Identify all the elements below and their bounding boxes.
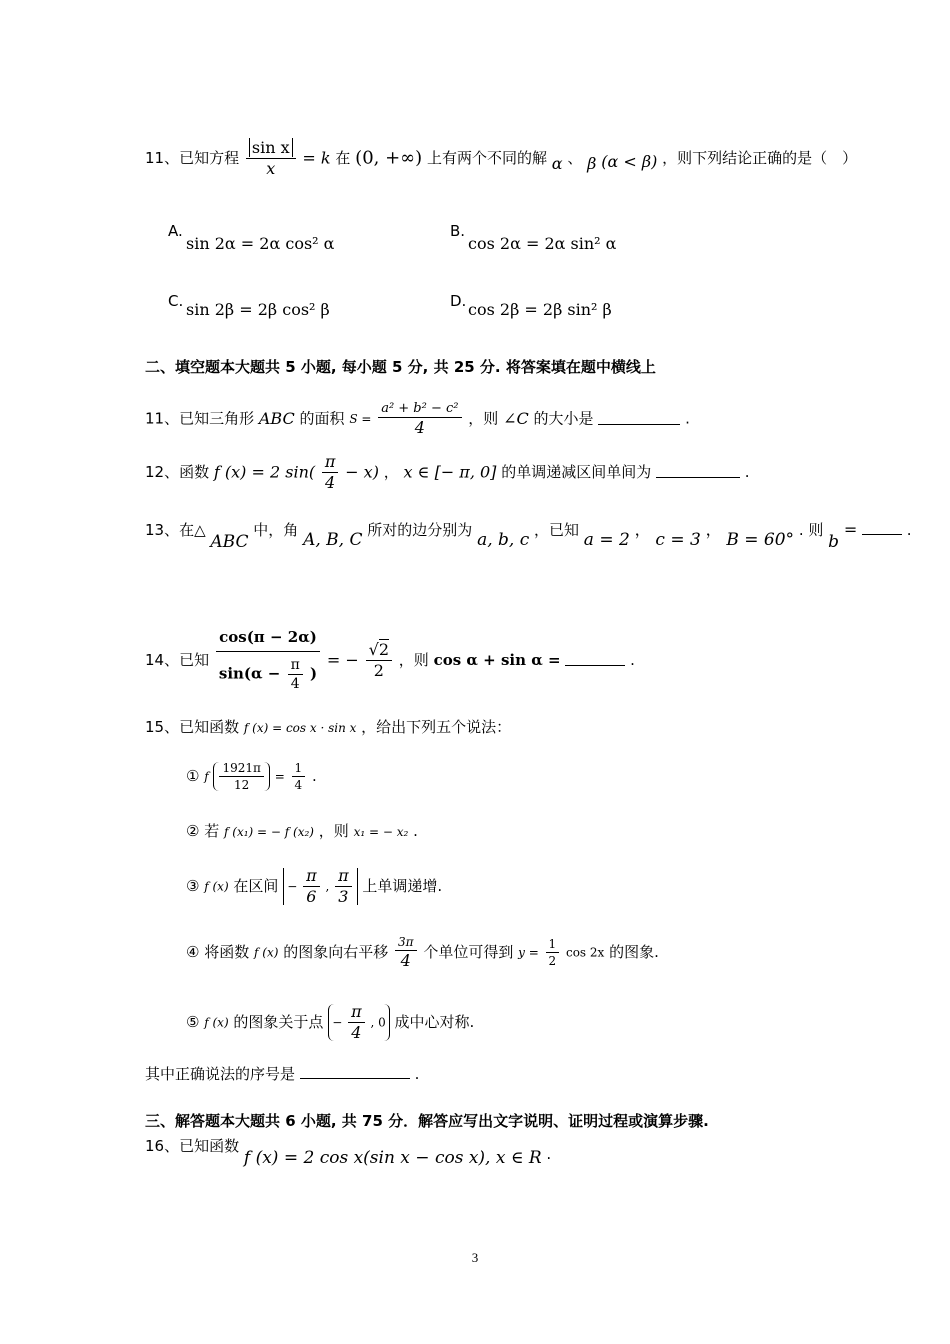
q11a-fraction xyxy=(246,140,296,177)
q15-item-1-num: 1921π xyxy=(219,762,263,777)
q11b-mid2: ，则 xyxy=(468,409,499,428)
q12-numerator: π xyxy=(322,454,339,473)
q11b-answer-blank[interactable] xyxy=(598,414,680,425)
q15-item-4-mark: ④ xyxy=(186,943,200,961)
q13-eq: = xyxy=(843,520,858,539)
q11b-suffix: 的大小是 xyxy=(533,409,594,428)
q11a-alpha: α xyxy=(551,154,563,173)
q12-end: . xyxy=(744,463,750,481)
q13-prefix: 13、在△ xyxy=(145,521,206,539)
q15-suffix: ，给出下列五个说法： xyxy=(361,718,512,736)
q14-numerator: cos(π − 2α) xyxy=(219,628,317,646)
q14-expr: cos α + sin α = xyxy=(433,651,561,669)
option-a-label: A. xyxy=(168,222,183,240)
q13-abc: ABC xyxy=(210,532,249,552)
q15-answer-end: . xyxy=(414,1065,420,1083)
q12-domain: x ∈ [− π, 0] xyxy=(403,462,497,482)
q13-t4: . 则 xyxy=(798,521,824,539)
q14-rhs-fraction: $\frac{√2}{2}$ xyxy=(366,642,392,679)
q13-answer-blank[interactable] xyxy=(862,524,902,535)
q13-sides: a, b, c xyxy=(477,530,530,550)
option-c-expr: sin 2β = 2β cos² β xyxy=(186,300,330,319)
q12-after: − x) xyxy=(345,462,379,482)
q15-item-2 xyxy=(186,824,418,839)
q15-item-5-mark: ⑤ xyxy=(186,1013,200,1031)
q15-item-2-mark: ② xyxy=(186,822,200,840)
q15-item-4-num: 3π xyxy=(395,936,417,951)
q15-item-3-d2: 3 xyxy=(338,887,349,906)
q14-line xyxy=(145,630,635,691)
q11a-numerator: sin x xyxy=(249,138,293,157)
q15-item-2-expr2: x₁ = − x₂ xyxy=(353,825,409,839)
q14-den-pi: π xyxy=(288,658,303,675)
q13-end: . xyxy=(906,521,912,539)
q11b-end: . xyxy=(685,409,690,428)
q11b-s: S = xyxy=(349,412,372,426)
q12-f: f (x) = 2 sin( xyxy=(213,462,316,482)
q15-item-4-rden: 2 xyxy=(548,954,557,968)
q15-f: f (x) = cos x · sin x xyxy=(243,721,357,735)
q15-item-4-t2: 的图象向右平移 xyxy=(283,943,389,961)
q11b-numerator: a² + b² − c² xyxy=(378,402,461,418)
q15-item-3-comma: , xyxy=(325,879,330,894)
q15-item-5-t2: 成中心对称. xyxy=(394,1013,475,1031)
q11a-prefix: 11、已知方程 xyxy=(145,149,240,167)
q13-c: c = 3 xyxy=(655,530,701,550)
page-number: 3 xyxy=(471,1250,479,1265)
q15-item-3-t1: 在区间 xyxy=(233,877,279,895)
q15-item-1-rden: 4 xyxy=(294,778,303,792)
q15-item-1-f: f xyxy=(204,769,209,784)
q13-t3: ，已知 xyxy=(534,521,580,539)
q15-answer-blank[interactable] xyxy=(300,1066,410,1079)
q15-item-4-t1: 将函数 xyxy=(204,943,250,961)
q11b-angle: ∠C xyxy=(503,409,529,428)
q11a-rhs: = k xyxy=(302,148,331,168)
q15-item-5-t1: 的图象关于点 xyxy=(233,1013,324,1031)
q16-end: . xyxy=(546,1145,552,1163)
q15-item-3-minus: − xyxy=(287,879,298,894)
option-a-expr: sin 2α = 2α cos² α xyxy=(186,234,335,253)
q15-item-1-mark: ① xyxy=(186,767,200,785)
q15-item-3-mark: ③ xyxy=(186,877,200,895)
q15-item-4-den: 4 xyxy=(400,951,411,970)
q15-item-3-f: f (x) xyxy=(204,879,229,894)
q15-item-3-t2: 上单调递增. xyxy=(362,877,443,895)
q15-item-4-cos: cos 2x xyxy=(565,945,605,960)
option-b-expr: cos 2α = 2α sin² α xyxy=(468,234,617,253)
q15-item-4-y: y = xyxy=(518,945,539,960)
q11a-beta: β xyxy=(587,154,597,173)
q15-item-5 xyxy=(186,1004,474,1041)
q11a-line xyxy=(145,140,857,177)
q11b-fraction xyxy=(378,402,461,436)
q15-item-3-n1: π xyxy=(303,868,320,887)
q11b-denominator: 4 xyxy=(414,418,425,437)
q11b-prefix: 11、已知三角形 xyxy=(145,409,255,428)
q11b-mid: 的面积 xyxy=(299,409,345,428)
q12-line xyxy=(145,454,750,491)
q14-end: . xyxy=(630,651,635,669)
q13-t1: 中，角 xyxy=(253,521,299,539)
q15-item-3-d1: 6 xyxy=(306,887,317,906)
option-c-label: C. xyxy=(168,292,184,310)
q12-prefix: 12、函数 xyxy=(145,463,210,481)
q15-item-4-rnum: 1 xyxy=(546,938,560,953)
q15-item-4-f: f (x) xyxy=(254,945,279,960)
option-a xyxy=(168,224,183,239)
section-3-heading: 三、解答题本大题共 6 小题, 共 75 分．解答应写出文字说明、证明过程或演算步骤. xyxy=(145,1112,709,1130)
q15-answer-label: 其中正确说法的序号是 xyxy=(145,1065,296,1083)
section-2-heading: 二、填空题本大题共 5 小题, 每小题 5 分, 共 25 分. 将答案填在题中横线上 xyxy=(145,358,656,376)
q11b-line xyxy=(145,402,690,436)
q11a-interval: (0, +∞) xyxy=(355,147,423,169)
q15-item-5-minus: − xyxy=(332,1015,343,1030)
q15-item-1 xyxy=(186,762,317,791)
q11a-suffix: ，则下列结论正确的是（ ） xyxy=(662,149,858,167)
q12-comma: ， xyxy=(383,463,399,481)
q15-item-4-t4: 的图象. xyxy=(609,943,659,961)
q15-item-1-den: 12 xyxy=(234,778,250,792)
option-b xyxy=(450,224,465,239)
q13-b: b xyxy=(828,532,840,552)
q14-den-a: sin(α − xyxy=(218,664,281,683)
q15-item-5-b: , 0 xyxy=(370,1015,386,1030)
q11a-mid2: 上有两个不同的解 xyxy=(426,149,547,167)
q16-line xyxy=(145,1137,552,1168)
q15-item-1-end: . xyxy=(311,767,317,785)
q15-item-1-eq: = xyxy=(274,769,285,784)
q12-fraction xyxy=(322,454,339,491)
q11a-sep: 、 xyxy=(567,149,583,167)
q15-prefix: 15、已知函数 xyxy=(145,718,240,736)
q12-answer-blank[interactable] xyxy=(656,467,740,478)
q15-item-3 xyxy=(186,868,442,905)
q15-item-4 xyxy=(186,936,659,969)
q15-item-5-f: f (x) xyxy=(204,1015,229,1030)
q16-expr: f (x) = 2 cos x(sin x − cos x), x ∈ R xyxy=(243,1148,542,1168)
q14-mid: ，则 xyxy=(398,651,429,669)
q14-prefix: 14、已知 xyxy=(145,651,210,669)
q16-prefix: 16、已知函数 xyxy=(145,1137,240,1155)
option-d-expr: cos 2β = 2β sin² β xyxy=(468,300,612,319)
q12-suffix: 的单调递减区间单间为 xyxy=(501,463,652,481)
q15-item-5-num: π xyxy=(348,1004,365,1023)
q12-denominator: 4 xyxy=(325,473,336,492)
q15-line xyxy=(145,720,511,735)
q15-item-1-rnum: 1 xyxy=(292,762,306,777)
q15-item-2-end: . xyxy=(413,822,418,840)
q13-a: a = 2 xyxy=(583,530,630,550)
q15-item-4-t3: 个单位可得到 xyxy=(423,943,514,961)
q15-item-2-t2: ，则 xyxy=(318,822,349,840)
q15-item-2-expr: f (x₁) = − f (x₂) xyxy=(224,825,314,839)
q14-den-b: ) xyxy=(310,664,318,683)
q14-rhs-denominator: 2 xyxy=(373,661,384,680)
q15-item-3-n2: π xyxy=(335,868,352,887)
q13-angles: A, B, C xyxy=(303,530,363,550)
option-d-label: D. xyxy=(450,292,467,310)
q14-rhs-numerator: 2 xyxy=(378,640,389,659)
q11a-cond: (α < β) xyxy=(601,152,658,171)
option-b-label: B. xyxy=(450,222,466,240)
q11a-mid1: 在 xyxy=(335,149,351,167)
q15-item-2-t1: 若 xyxy=(204,822,220,840)
option-d xyxy=(450,294,466,309)
q13-line: 13、在△ ABC 中，角 A, B, C 所对的边分别为 a, b, c ，已知 a = 2 ， c = 3 ， B = 60° . 则 b = . xyxy=(145,520,912,552)
q13-t2: 所对的边分别为 xyxy=(367,521,473,539)
q14-eq: = − xyxy=(326,650,359,670)
q11b-abc: ABC xyxy=(258,409,295,428)
q14-fraction xyxy=(216,630,320,691)
q11a-denominator: x xyxy=(266,159,276,178)
q13-B: B = 60° xyxy=(726,530,795,550)
option-c xyxy=(168,294,183,309)
q14-den-4: 4 xyxy=(290,676,300,692)
q15-answer-line xyxy=(145,1066,419,1082)
q15-item-5-den: 4 xyxy=(351,1023,362,1042)
q14-answer-blank[interactable] xyxy=(565,655,625,666)
